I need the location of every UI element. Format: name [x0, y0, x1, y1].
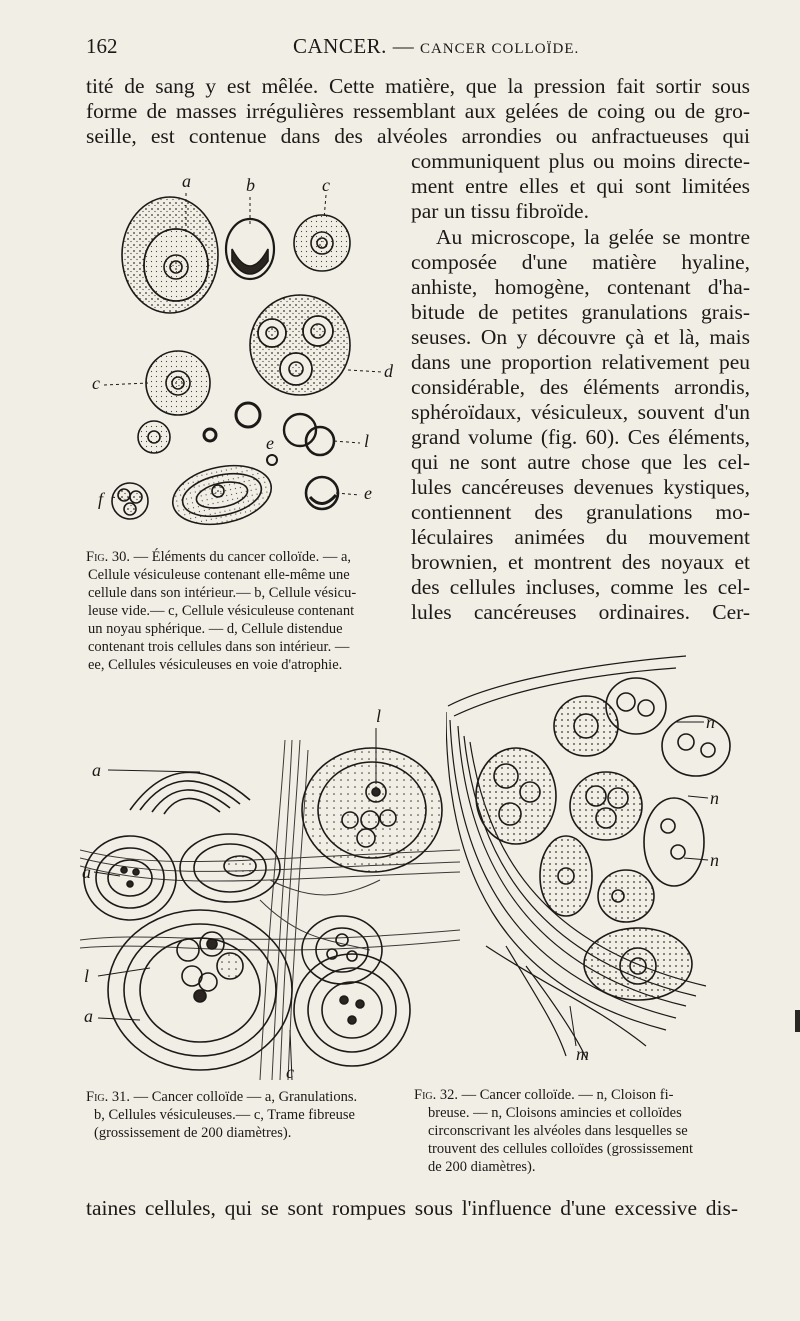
body-line: des cellules incluses, comme les cel- [411, 575, 750, 599]
figure-30-illustration [90, 165, 410, 540]
running-title-dash: — [392, 34, 415, 58]
caption-line: leuse vide.— c, Cellule vésiculeuse contenant [88, 603, 355, 619]
label-c-31: c [286, 1062, 294, 1080]
label-a-31-mid: a [82, 862, 91, 882]
label-l-31-low: l [84, 966, 90, 986]
label-n-2: n [710, 788, 719, 808]
figure-30-caption [86, 548, 394, 674]
label-n-3: n [710, 850, 719, 870]
body-line: communiquent plus ou moins directe- [411, 149, 750, 173]
body-line: léculaires animées du mouvement [411, 525, 750, 549]
running-title-main: CANCER. [293, 34, 387, 58]
label-m: m [576, 1044, 589, 1064]
label-b: b [246, 175, 255, 195]
alveolus-cells [302, 748, 442, 872]
figure-31-drawing [80, 700, 460, 1080]
body-line: Au microscope, la gelée se montre [436, 225, 750, 249]
body-line: ment entre elles et qui sont limitées [411, 174, 750, 198]
alveolus [180, 834, 280, 902]
label-f: f [98, 489, 104, 509]
colloid-cells [476, 678, 730, 1000]
caption-label: Fig. 31. [86, 1089, 130, 1105]
body-line: seille, est contenue dans des alvéoles arrondies ou anfractueuses qui [86, 124, 750, 148]
alveolus [84, 836, 176, 920]
body-line: considérable, des éléments arrondis, [411, 375, 750, 399]
body-line: qui ne sont autre chose que les cel- [411, 450, 750, 474]
cell-oval [167, 457, 276, 533]
caption-line: — Éléments du cancer colloïde. — a, [133, 549, 352, 565]
body-line: bitude de petites granulations grais- [411, 300, 750, 324]
body-line: composée d'une matière hyaline, [411, 250, 750, 274]
figure-30-drawing [90, 165, 410, 540]
body-line: forme de masses irrégulières ressemblant aux gelées de coing ou de gro- [86, 99, 750, 123]
label-l: l [364, 431, 370, 451]
label-d: d [384, 361, 393, 381]
caption-line: — Cancer colloïde — a, Granulations. [133, 1089, 358, 1105]
small-vesicle [267, 455, 277, 465]
caption-line: Cellule vésiculeuse contenant elle-même une [88, 567, 350, 583]
running-title [293, 34, 579, 59]
cell-c-left [146, 351, 210, 415]
cell-f [112, 483, 148, 519]
body-line: lules cancéreuses ordinaires. Cer- [411, 600, 750, 624]
body-line: par un tissu fibroïde. [411, 199, 589, 223]
body-line: brownien, et montrent des noyaux et [411, 550, 750, 574]
caption-line: b, Cellules vésiculeuses.— c, Trame fibreuse [94, 1107, 355, 1123]
small-vesicle [236, 403, 260, 427]
body-line: grand volume (fig. 60). Ces éléments, [411, 425, 750, 449]
body-line: tité de sang y est mêlée. Cette matière, que la pression fait sortir sous [86, 74, 750, 98]
body-line: taines cellules, qui se sont rompues sous l'influence d'une excessive dis- [86, 1196, 738, 1220]
caption-line: ee, Cellules vésiculeuses en voie d'atrophie. [88, 657, 343, 673]
label-n-1: n [706, 712, 715, 732]
label-c-left: c [92, 373, 100, 393]
caption-line: un noyau sphérique. — d, Cellule distendue [88, 621, 343, 637]
figure-31-illustration [80, 700, 460, 1080]
label-a-31: a [92, 760, 101, 780]
body-line: lules cancéreuses devenues kystiques, [411, 475, 750, 499]
label-e-mid: e [266, 433, 274, 453]
caption-line: cellule dans son intérieur.— b, Cellule vésicu- [88, 585, 357, 601]
label-e-right: e [364, 483, 372, 503]
running-title-sub: CANCER COLLOÏDE. [419, 41, 580, 57]
figure-32-caption [414, 1086, 734, 1176]
caption-label: Fig. 32. [414, 1087, 458, 1103]
body-line: dans une proportion relativement peu [411, 350, 750, 374]
cell-a [122, 197, 218, 313]
alveolus-cells [108, 910, 292, 1070]
running-header [86, 34, 756, 64]
body-line: sphéroïdaux, vésiculeux, souvent d'un [411, 400, 750, 424]
caption-line: circonscrivant les alvéoles dans lesquelles se [428, 1123, 688, 1139]
caption-label: Fig. 30. [86, 549, 130, 565]
caption-line: breuse. — n, Cloisons amincies et colloïdes [428, 1105, 682, 1121]
label-a-31-low: a [84, 1006, 93, 1026]
small-vesicle [138, 421, 170, 453]
body-line: anhiste, homogène, contenant d'ha- [411, 275, 750, 299]
caption-line: (grossissement de 200 diamètres). [94, 1125, 292, 1141]
page-number: 162 [86, 34, 118, 58]
label-a: a [182, 171, 191, 191]
cell-d [250, 295, 350, 395]
caption-line: trouvent des cellules colloïdes (grossissement [428, 1141, 693, 1157]
figure-31-caption [86, 1088, 392, 1142]
caption-line: — Cancer colloïde. — n, Cloison fi- [461, 1087, 674, 1103]
small-vesicle [204, 429, 216, 441]
figure-32-illustration [446, 646, 760, 1066]
page-edge-mark [795, 1010, 800, 1032]
label-c: c [322, 175, 330, 195]
caption-line: contenant trois cellules dans son intérieur. — [88, 639, 350, 655]
body-line: seuses. On y découvre çà et là, mais [411, 325, 750, 349]
body-line: contiennent des granulations mo- [411, 500, 750, 524]
caption-line: de 200 diamètres). [428, 1159, 536, 1175]
label-l-31: l [376, 706, 382, 726]
cell-b [226, 219, 274, 279]
figure-32-drawing [446, 646, 760, 1066]
alveolus [130, 772, 250, 814]
cell-c-top [294, 215, 350, 271]
